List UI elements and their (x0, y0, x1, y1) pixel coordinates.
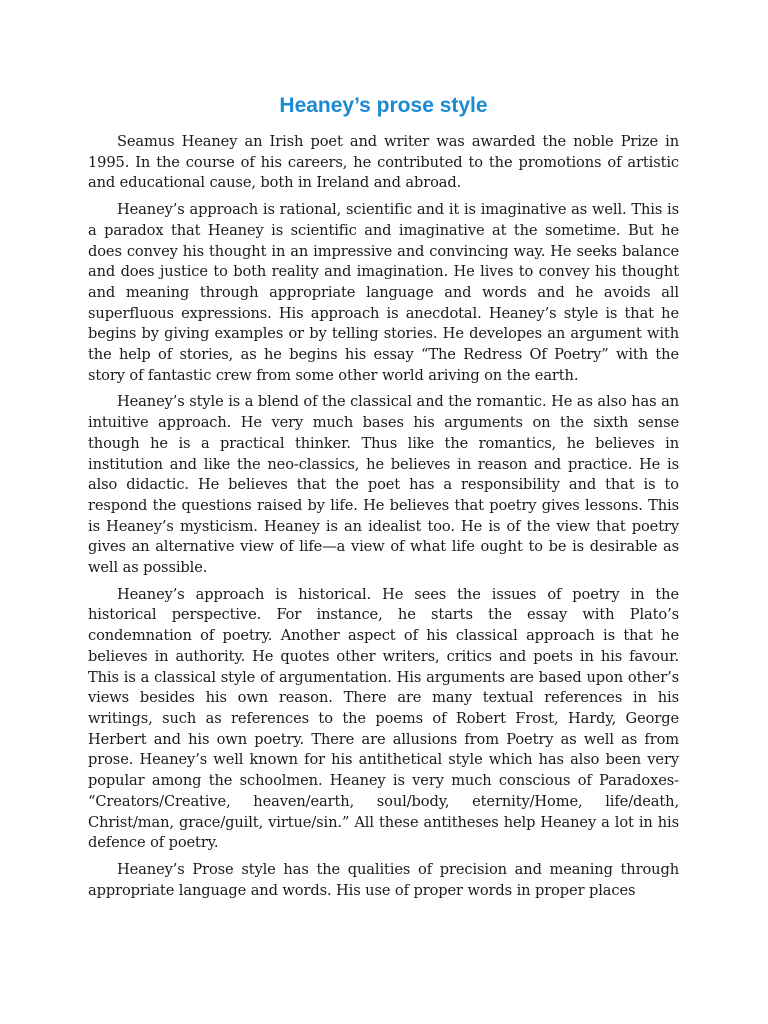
page-title: Heaney’s prose style (279, 94, 488, 117)
paragraph-2: Heaney’s approach is rational, scientific and it is imaginative as well. This is a paradox that Heaney is scientific and imaginative at the sometime. But he does convey his thought in an impressive and convincing way. He seeks balance and does justice to both reality and imagination. He lives to convey his thought and meaning through appropriate language and words and he avoids all superfluous expressions. His approach is anecdotal. Heaney’s style is that he begins by giving examples or by telling stories. He developes an argument with the help of stories, as he begins his essay “The Redress Of Poetry” with the story of fantastic crew from some other world ariving on the earth. (88, 201, 679, 384)
paragraph-3: Heaney’s style is a blend of the classical and the romantic. He as also has an intuitive approach. He very much bases his arguments on the sixth sense though he is a practical thinker. Thus like the romantics, he believes in institution and like the neo-classics, he believes in reason and practice. He is also didactic. He believes that the poet has a responsibility and that is to respond the questions raised by life. He believes that poetry gives lessons. This is Heaney’s mysticism. Heaney is an idealist too. He is of the view that poetry gives an alternative view of life—a view of what life ought to be is desirable as well as possible. (88, 393, 679, 577)
paragraph-4: Heaney’s approach is historical. He sees the issues of poetry in the historical perspective. For instance, he starts the essay with Plato’s condemnation of poetry. Another aspect of his classical approach is that he believes in authority. He quotes other writers, critics and poets in his favour. This is a classical style of argumentation. His arguments are based upon other’s views besides his own reason. There are many textual references in his writings, such as references to the poems of Robert Frost, Hardy, George Herbert and his own poetry. There are allusions from Poetry as well as from prose. Heaney’s well known for his antithetical style which has also been very popular among the schoolmen. Heaney is very much conscious of Paradoxes- “Creators/Creative, heaven/earth, soul/body, eternity/Home, life/death, Christ/man, grace/guilt, virtue/sin.” All these antitheses help Heaney a lot in his defence of poetry. (88, 585, 679, 852)
document-page (88, 92, 679, 907)
paragraph-1: Seamus Heaney an Irish poet and writer was awarded the noble Prize in 1995. In the course of his careers, he contributed to the promotions of artistic and educational cause, both in Ireland and abroad. (88, 133, 679, 192)
paragraph-5: Heaney’s Prose style has the qualities of precision and meaning through appropriate language and words. His use of proper words in proper places (88, 860, 679, 899)
